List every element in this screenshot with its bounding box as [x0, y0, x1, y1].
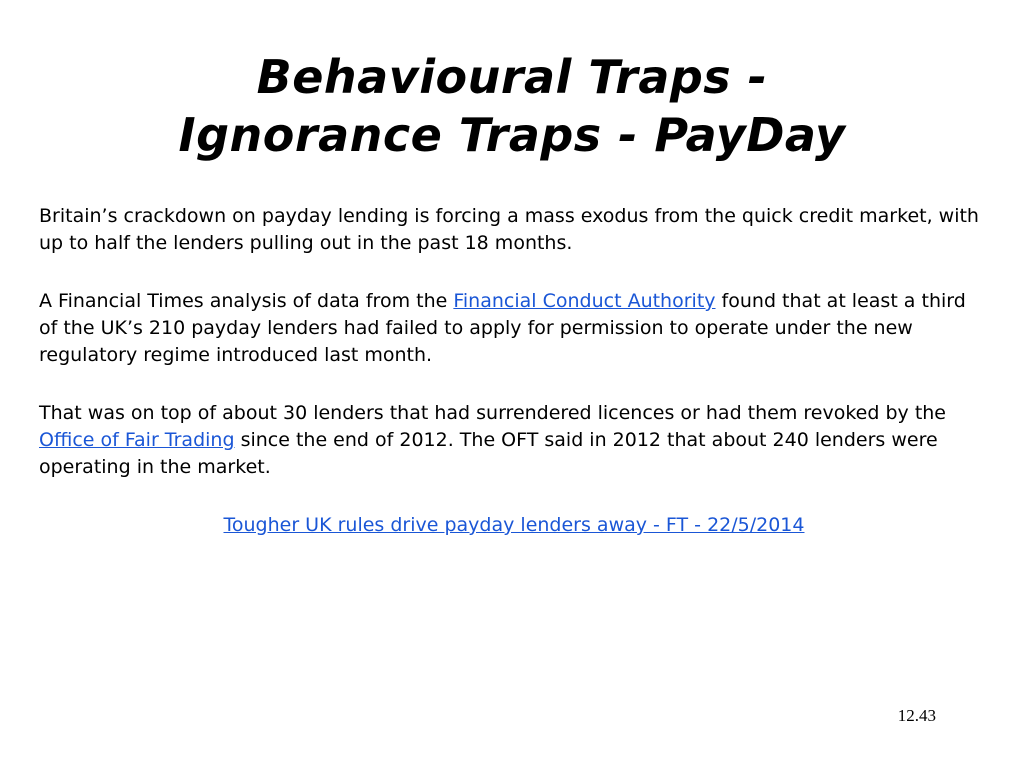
paragraph-oft	[39, 400, 989, 481]
paragraph-ft-analysis-text-before: A Financial Times analysis of data from the	[39, 290, 454, 312]
link-financial-conduct-authority[interactable]: Financial Conduct Authority	[453, 290, 716, 312]
slide-body	[39, 203, 989, 539]
paragraph-ft-analysis	[39, 288, 989, 369]
title-line-2: Ignorance Traps - PayDay	[178, 108, 846, 162]
slide-number: 12.43	[897, 706, 936, 725]
paragraph-oft-text-before: That was on top of about 30 lenders that had surrendered licences or had them revoked by the	[39, 402, 946, 424]
paragraph-oft-text-after: since the end of 2012. The OFT said in 2012 that about 240 lenders were operating in the market.	[39, 429, 938, 478]
link-ft-article[interactable]: Tougher UK rules drive payday lenders away - FT - 22/5/2014	[223, 514, 805, 536]
paragraph-crackdown-text: Britain’s crackdown on payday lending is forcing a mass exodus from the quick credit market, with up to half the lenders pulling out in the past 18 months.	[39, 205, 979, 254]
link-office-of-fair-trading[interactable]: Office of Fair Trading	[39, 429, 235, 451]
source-citation	[39, 512, 989, 539]
paragraph-ft-analysis-text-after: found that at least a third of the UK’s 210 payday lenders had failed to apply for permission to operate under the new regulatory regime introduced last month.	[39, 290, 966, 366]
paragraph-crackdown	[39, 203, 989, 257]
slide-title	[0, 48, 1024, 164]
title-line-1: Behavioural Traps -	[256, 50, 768, 104]
